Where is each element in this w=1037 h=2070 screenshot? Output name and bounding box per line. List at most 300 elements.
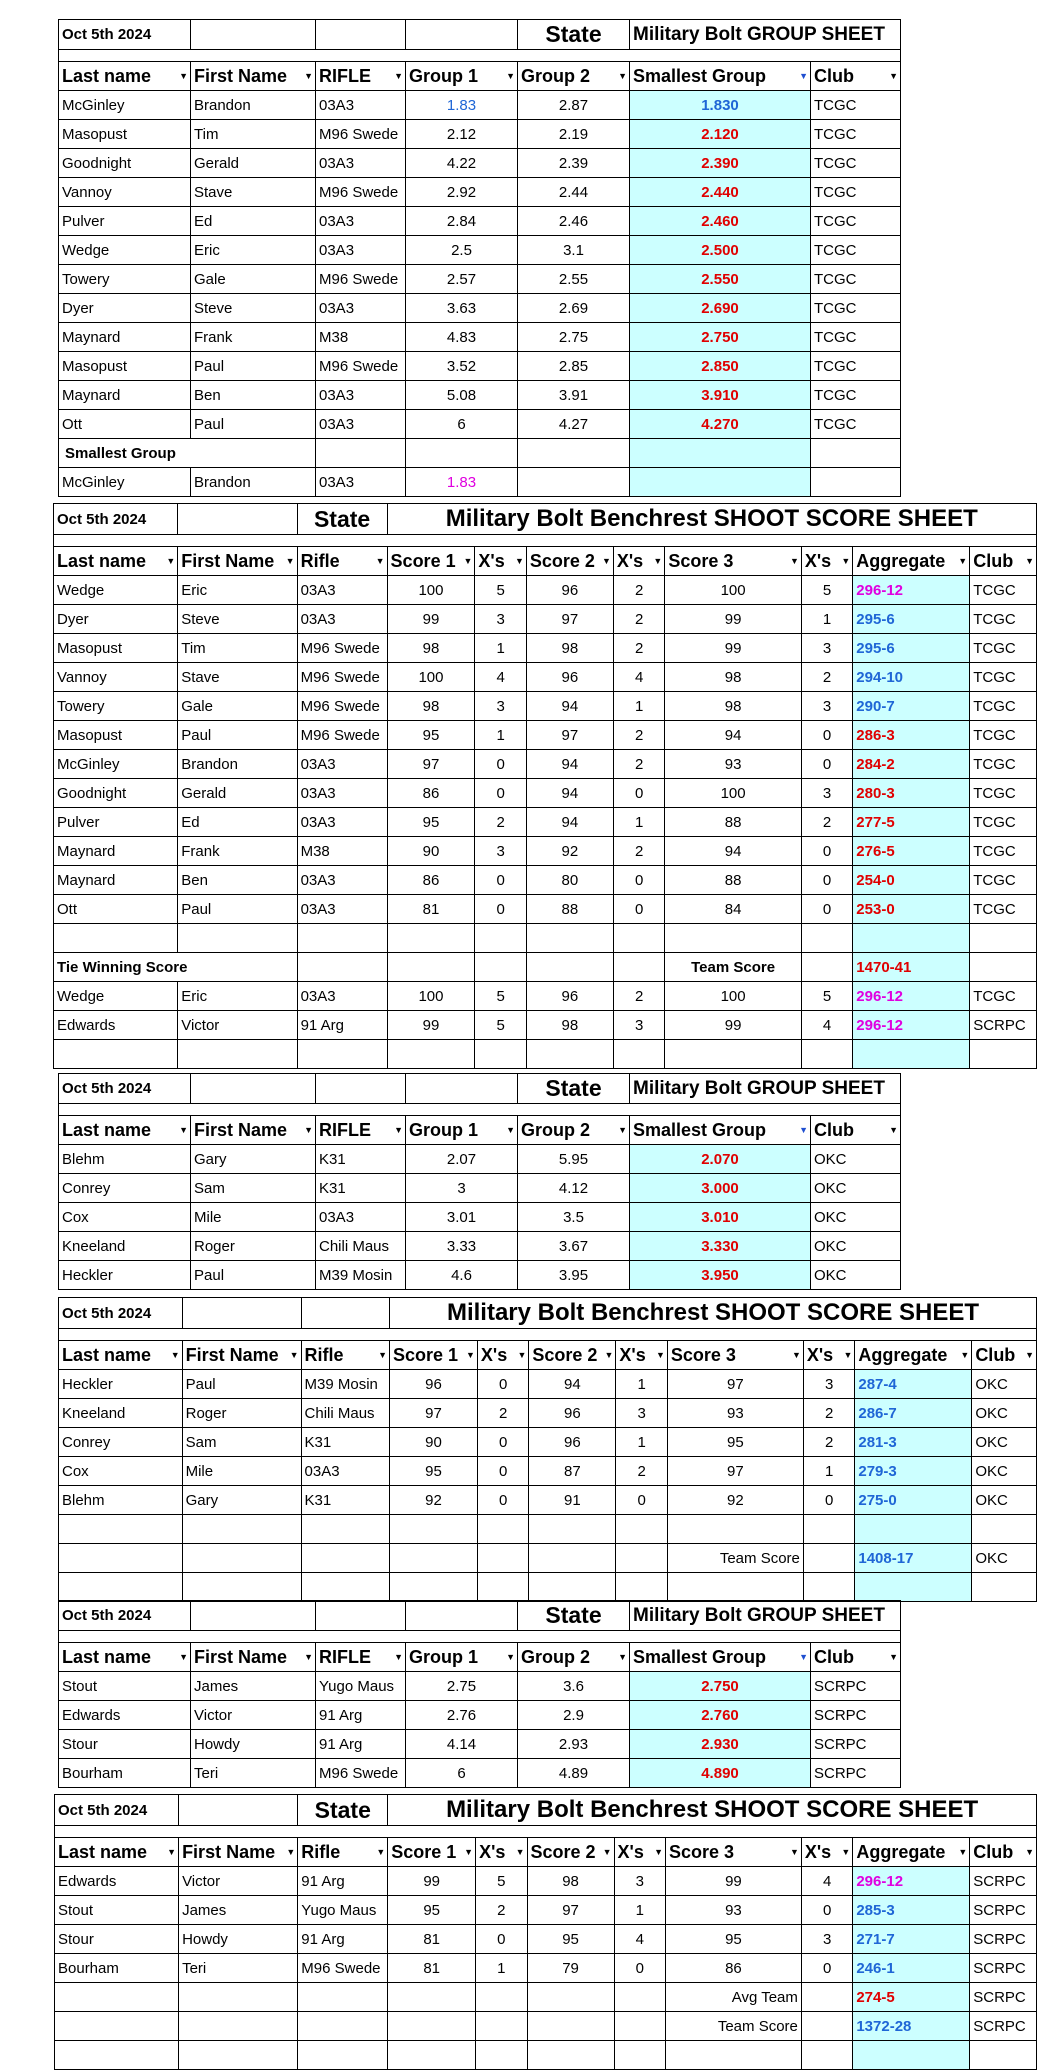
table-row — [59, 1672, 901, 1701]
table-cell: 4.27 — [518, 410, 630, 439]
table-row — [59, 1486, 1037, 1515]
header-cell[interactable]: Club ▼ — [970, 1838, 1037, 1867]
table-cell: 1 — [616, 1428, 667, 1457]
header-cell[interactable]: Score 3 ▼ — [665, 547, 802, 576]
table-cell: 0 — [613, 866, 664, 895]
header-cell[interactable]: Smallest Group ▼ — [630, 1116, 811, 1145]
smallest-group-cell: 3.010 — [630, 1203, 811, 1232]
avg-team-row — [55, 1983, 1037, 2012]
header-cell[interactable]: Smallest Group ▼ — [630, 62, 811, 91]
filter-dropdown-icon[interactable]: ▼ — [506, 1652, 515, 1662]
table-cell: 94 — [665, 837, 802, 866]
header-row — [59, 1116, 901, 1145]
table-cell: TCGC — [970, 866, 1037, 895]
filter-dropdown-icon[interactable]: ▼ — [654, 1847, 663, 1857]
filter-dropdown-icon[interactable]: ▼ — [304, 1652, 313, 1662]
table-cell: Teri — [179, 1954, 298, 1983]
filter-dropdown-icon[interactable]: ▼ — [394, 1125, 403, 1135]
filter-dropdown-icon[interactable]: ▼ — [167, 1847, 177, 1857]
table-cell: James — [191, 1672, 316, 1701]
table-cell: Tim — [178, 634, 297, 663]
table-row — [59, 410, 901, 439]
table-row — [59, 1701, 901, 1730]
table-cell: 94 — [526, 808, 613, 837]
filter-dropdown-icon[interactable]: ▼ — [304, 71, 313, 81]
table-cell: 3.95 — [518, 1261, 630, 1290]
filter-dropdown-icon[interactable]: ▼ — [1025, 1847, 1034, 1857]
sheet-title: Military Bolt GROUP SHEET — [630, 1074, 901, 1104]
aggregate-cell: 280-3 — [853, 779, 970, 808]
table-cell: Stout — [59, 1672, 191, 1701]
table-cell: 100 — [387, 663, 475, 692]
header-cell[interactable]: Last name ▼ — [59, 62, 191, 91]
table-cell: Kneeland — [59, 1399, 183, 1428]
table-row — [59, 1428, 1037, 1457]
filter-dropdown-icon[interactable]: ▼ — [618, 1125, 627, 1135]
table-cell: 95 — [667, 1428, 803, 1457]
score-rows — [55, 1867, 1037, 1983]
header-row — [59, 1643, 901, 1672]
table-row — [54, 779, 1037, 808]
header-cell[interactable]: Score 1 ▼ — [390, 1341, 478, 1370]
filter-dropdown-icon[interactable]: ▼ — [958, 1847, 968, 1857]
table-cell: Dyer — [59, 294, 191, 323]
table-cell: Sam — [191, 1174, 316, 1203]
table-cell: 3.5 — [518, 1203, 630, 1232]
table-cell: 2.9 — [518, 1701, 630, 1730]
header-cell[interactable]: X's ▼ — [801, 1838, 852, 1867]
table-cell: 0 — [475, 779, 526, 808]
header-cell[interactable]: Rifle ▼ — [298, 1838, 388, 1867]
table-cell: TCGC — [970, 663, 1037, 692]
table-cell: 0 — [801, 895, 852, 924]
table-cell: 03A3 — [297, 750, 387, 779]
header-cell[interactable]: Club ▼ — [811, 62, 901, 91]
header-cell[interactable]: First Name ▼ — [179, 1838, 298, 1867]
header-cell[interactable]: Last name ▼ — [59, 1341, 183, 1370]
table-cell: 99 — [387, 1011, 475, 1040]
sort-filter-icon[interactable]: ▼ — [799, 1652, 808, 1662]
aggregate-cell: 296-12 — [853, 576, 970, 605]
table-cell: 2.55 — [518, 265, 630, 294]
header-cell[interactable]: Club ▼ — [811, 1116, 901, 1145]
table-cell: 95 — [388, 1896, 476, 1925]
table-cell: 2 — [613, 750, 664, 779]
table-cell: TCGC — [811, 294, 901, 323]
table-cell: Ben — [178, 866, 297, 895]
table-row — [59, 294, 901, 323]
header-cell[interactable]: Aggregate ▼ — [853, 547, 970, 576]
filter-dropdown-icon[interactable]: ▼ — [506, 1125, 515, 1135]
table-cell: 95 — [665, 1925, 801, 1954]
table-cell: 0 — [475, 866, 526, 895]
table-cell: 96 — [390, 1370, 478, 1399]
table-cell: 4 — [614, 1925, 665, 1954]
filter-dropdown-icon[interactable]: ▼ — [789, 556, 799, 566]
state-label: State — [518, 1601, 630, 1631]
header-cell[interactable]: Group 2 ▼ — [518, 1116, 630, 1145]
table-row — [59, 381, 901, 410]
table-cell: 0 — [613, 895, 664, 924]
table-cell: Gerald — [178, 779, 297, 808]
table-cell: 4.22 — [406, 149, 518, 178]
table-cell: 97 — [667, 1457, 803, 1486]
filter-dropdown-icon[interactable]: ▼ — [376, 1847, 386, 1857]
table-cell: 97 — [526, 605, 613, 634]
header-cell[interactable]: Score 2 ▼ — [527, 1838, 614, 1867]
table-cell: TCGC — [811, 120, 901, 149]
sheet-date: Oct 5th 2024 — [59, 20, 191, 50]
header-cell[interactable]: Score 2 ▼ — [526, 547, 613, 576]
table-cell: 2.12 — [406, 120, 518, 149]
filter-dropdown-icon[interactable]: ▼ — [618, 1652, 627, 1662]
header-cell[interactable]: Club ▼ — [811, 1643, 901, 1672]
table-cell: Edwards — [59, 1701, 191, 1730]
table-cell: Ott — [59, 410, 191, 439]
table-cell: 2.85 — [518, 352, 630, 381]
header-cell[interactable]: X's ▼ — [803, 1341, 854, 1370]
aggregate-cell: 277-5 — [853, 808, 970, 837]
table-cell: 2.44 — [518, 178, 630, 207]
table-cell: 96 — [526, 576, 613, 605]
filter-dropdown-icon[interactable]: ▼ — [179, 1652, 188, 1662]
header-cell[interactable]: Score 3 ▼ — [667, 1341, 803, 1370]
smallest-group-cell: 1.830 — [630, 91, 811, 120]
table-cell: 2.19 — [518, 120, 630, 149]
filter-dropdown-icon[interactable]: ▼ — [889, 1125, 898, 1135]
table-cell: 3 — [616, 1399, 667, 1428]
filter-dropdown-icon[interactable]: ▼ — [286, 1847, 296, 1857]
group-sheet-okc — [58, 1073, 901, 1290]
filter-dropdown-icon[interactable]: ▼ — [604, 1350, 614, 1360]
filter-dropdown-icon[interactable]: ▼ — [289, 1350, 299, 1360]
table-cell: 100 — [387, 576, 475, 605]
table-cell: Stour — [55, 1925, 179, 1954]
table-cell: 95 — [527, 1925, 614, 1954]
table-cell: TCGC — [811, 410, 901, 439]
table-cell: TCGC — [970, 634, 1037, 663]
table-cell: Masopust — [54, 634, 178, 663]
header-cell[interactable]: Group 1 ▼ — [406, 1116, 518, 1145]
filter-dropdown-icon[interactable]: ▼ — [304, 1125, 313, 1135]
table-cell: 2.93 — [518, 1730, 630, 1759]
header-cell[interactable]: X's ▼ — [476, 1838, 527, 1867]
table-cell: 0 — [803, 1486, 854, 1515]
header-cell[interactable]: Last name ▼ — [55, 1838, 179, 1867]
table-cell: Brandon — [178, 750, 297, 779]
filter-dropdown-icon[interactable]: ▼ — [889, 1652, 898, 1662]
table-cell: 03A3 — [316, 381, 406, 410]
sheet-date: Oct 5th 2024 — [55, 1795, 179, 1826]
table-cell: M96 Swede — [297, 721, 387, 750]
header-cell[interactable]: First Name ▼ — [191, 1116, 316, 1145]
table-cell: 81 — [388, 1954, 476, 1983]
table-cell: 2.5 — [406, 236, 518, 265]
table-cell: Wedge — [59, 236, 191, 265]
header-cell[interactable]: RIFLE ▼ — [316, 1116, 406, 1145]
aggregate-cell: 296-12 — [853, 982, 970, 1011]
filter-dropdown-icon[interactable]: ▼ — [179, 71, 188, 81]
header-cell[interactable]: Last name ▼ — [59, 1116, 191, 1145]
header-cell[interactable]: First Name ▼ — [182, 1341, 301, 1370]
filter-dropdown-icon[interactable]: ▼ — [1025, 1350, 1034, 1360]
header-cell[interactable]: Club ▼ — [970, 547, 1037, 576]
table-cell: 3.67 — [518, 1232, 630, 1261]
team-score-value: 1470-41 — [853, 953, 970, 982]
table-cell: Howdy — [191, 1730, 316, 1759]
header-cell[interactable]: Last name ▼ — [59, 1643, 191, 1672]
filter-dropdown-icon[interactable]: ▼ — [960, 1350, 970, 1360]
table-cell: 92 — [390, 1486, 478, 1515]
table-cell: 97 — [527, 1896, 614, 1925]
smallest-group-cell: 4.270 — [630, 410, 811, 439]
table-cell: Roger — [182, 1399, 301, 1428]
filter-dropdown-icon[interactable]: ▼ — [394, 71, 403, 81]
filter-dropdown-icon[interactable]: ▼ — [170, 1350, 180, 1360]
filter-dropdown-icon[interactable]: ▼ — [601, 556, 611, 566]
table-cell: 86 — [387, 779, 475, 808]
table-cell: Stout — [55, 1896, 179, 1925]
table-cell: M39 Mosin — [301, 1370, 390, 1399]
table-cell: Paul — [191, 352, 316, 381]
table-cell: 3 — [475, 692, 526, 721]
team-club: SCRPC — [970, 2012, 1037, 2041]
filter-dropdown-icon[interactable]: ▼ — [841, 556, 851, 566]
header-cell[interactable]: Aggregate ▼ — [855, 1341, 972, 1370]
header-cell[interactable]: Smallest Group ▼ — [630, 1643, 811, 1672]
filter-dropdown-icon[interactable]: ▼ — [958, 556, 968, 566]
filter-dropdown-icon[interactable]: ▼ — [791, 1350, 801, 1360]
header-cell[interactable]: X's ▼ — [613, 547, 664, 576]
group-rows — [59, 91, 901, 439]
header-cell[interactable]: Score 1 ▼ — [387, 547, 475, 576]
header-cell[interactable]: Aggregate ▼ — [853, 1838, 970, 1867]
header-cell[interactable]: Group 2 ▼ — [518, 1643, 630, 1672]
table-cell: 03A3 — [297, 982, 387, 1011]
filter-dropdown-icon[interactable]: ▼ — [602, 1847, 612, 1857]
aggregate-cell: 296-12 — [853, 1867, 970, 1896]
aggregate-cell: 296-12 — [853, 1011, 970, 1040]
table-cell: 3 — [475, 605, 526, 634]
smallest-group-cell: 3.910 — [630, 381, 811, 410]
smallest-group-cell: 2.750 — [630, 1672, 811, 1701]
aggregate-cell: 295-6 — [853, 605, 970, 634]
table-cell: SCRPC — [970, 1954, 1037, 1983]
header-cell[interactable]: X's ▼ — [614, 1838, 665, 1867]
table-cell: TCGC — [970, 576, 1037, 605]
filter-dropdown-icon[interactable]: ▼ — [515, 1847, 525, 1857]
table-cell: Bourham — [55, 1954, 179, 1983]
table-cell: Maynard — [59, 381, 191, 410]
header-cell[interactable]: First Name ▼ — [191, 1643, 316, 1672]
header-cell[interactable]: X's ▼ — [801, 547, 852, 576]
table-cell: Ott — [54, 895, 178, 924]
header-cell[interactable]: Group 1 ▼ — [406, 1643, 518, 1672]
table-cell: Vannoy — [54, 663, 178, 692]
table-cell: Ed — [178, 808, 297, 837]
table-cell: 91 Arg — [316, 1701, 406, 1730]
sort-filter-icon[interactable]: ▼ — [799, 71, 808, 81]
table-cell: Wedge — [54, 982, 178, 1011]
header-cell[interactable]: X's ▼ — [475, 547, 526, 576]
header-cell[interactable]: First Name ▼ — [191, 62, 316, 91]
filter-dropdown-icon[interactable]: ▼ — [1025, 556, 1034, 566]
header-cell[interactable]: Club ▼ — [972, 1341, 1037, 1370]
table-row — [55, 1954, 1037, 1983]
header-cell[interactable]: X's ▼ — [477, 1341, 528, 1370]
table-cell: 100 — [387, 982, 475, 1011]
table-cell: 03A3 — [316, 207, 406, 236]
table-cell: Masopust — [59, 120, 191, 149]
table-cell: Gale — [191, 265, 316, 294]
group-rows — [59, 1672, 901, 1788]
aggregate-cell: 295-6 — [853, 634, 970, 663]
smallest-group-cell: 3.330 — [630, 1232, 811, 1261]
table-cell: Paul — [178, 721, 297, 750]
sheet-date: Oct 5th 2024 — [59, 1074, 191, 1104]
filter-dropdown-icon[interactable]: ▼ — [166, 556, 176, 566]
table-cell: 2 — [613, 837, 664, 866]
team-score-label: Team Score — [665, 2012, 801, 2041]
filter-dropdown-icon[interactable]: ▼ — [463, 556, 473, 566]
header-row — [59, 62, 901, 91]
table-cell: Eric — [191, 236, 316, 265]
table-cell: 0 — [477, 1428, 528, 1457]
table-cell: 93 — [665, 750, 802, 779]
table-cell: Kneeland — [59, 1232, 191, 1261]
smallest-group-label: Smallest Group — [59, 439, 316, 468]
table-cell: M96 Swede — [298, 1954, 388, 1983]
table-cell: Tim — [191, 120, 316, 149]
table-row — [59, 1370, 1037, 1399]
filter-dropdown-icon[interactable]: ▼ — [285, 556, 295, 566]
table-cell: Stave — [191, 178, 316, 207]
filter-dropdown-icon[interactable]: ▼ — [889, 71, 898, 81]
table-cell: Wedge — [54, 576, 178, 605]
table-cell: 1 — [475, 721, 526, 750]
header-cell[interactable]: Group 1 ▼ — [406, 62, 518, 91]
table-cell: 3 — [801, 779, 852, 808]
header-cell[interactable]: RIFLE ▼ — [316, 1643, 406, 1672]
filter-dropdown-icon[interactable]: ▼ — [179, 1125, 188, 1135]
table-row — [55, 1896, 1037, 1925]
filter-dropdown-icon[interactable]: ▼ — [841, 1847, 851, 1857]
table-cell: 91 Arg — [316, 1730, 406, 1759]
table-cell: OKC — [811, 1232, 901, 1261]
table-cell: TCGC — [811, 323, 901, 352]
table-cell: 2 — [803, 1399, 854, 1428]
table-cell: Victor — [179, 1867, 298, 1896]
table-cell: 2.46 — [518, 207, 630, 236]
filter-dropdown-icon[interactable]: ▼ — [375, 556, 385, 566]
table-cell: 6 — [406, 410, 518, 439]
filter-dropdown-icon[interactable]: ▼ — [618, 71, 627, 81]
filter-dropdown-icon[interactable]: ▼ — [517, 1350, 527, 1360]
table-cell: 93 — [665, 1896, 801, 1925]
filter-dropdown-icon[interactable]: ▼ — [506, 71, 515, 81]
table-cell: 3 — [801, 634, 852, 663]
table-cell: 98 — [387, 692, 475, 721]
table-cell: Edwards — [54, 1011, 178, 1040]
table-cell: 98 — [527, 1867, 614, 1896]
table-cell: TCGC — [970, 750, 1037, 779]
table-cell: 4.14 — [406, 1730, 518, 1759]
table-cell: 100 — [665, 576, 802, 605]
table-cell: 4.89 — [518, 1759, 630, 1788]
table-cell: 03A3 — [316, 410, 406, 439]
aggregate-cell: 285-3 — [853, 1896, 970, 1925]
table-cell: 0 — [801, 750, 852, 779]
aggregate-cell: 294-10 — [853, 663, 970, 692]
filter-dropdown-icon[interactable]: ▼ — [514, 556, 524, 566]
filter-dropdown-icon[interactable]: ▼ — [789, 1847, 799, 1857]
table-cell: Stave — [178, 663, 297, 692]
table-cell: Gale — [178, 692, 297, 721]
filter-dropdown-icon[interactable]: ▼ — [843, 1350, 853, 1360]
table-cell: Brandon — [191, 91, 316, 120]
table-cell: SCRPC — [970, 1925, 1037, 1954]
filter-dropdown-icon[interactable]: ▼ — [465, 1350, 475, 1360]
table-cell: OKC — [972, 1370, 1037, 1399]
table-row — [59, 149, 901, 178]
header-cell[interactable]: RIFLE ▼ — [316, 62, 406, 91]
header-cell[interactable]: First Name ▼ — [178, 547, 297, 576]
tie-winning-label: Tie Winning Score — [54, 953, 298, 982]
table-cell: 2 — [801, 663, 852, 692]
header-cell[interactable]: Group 2 ▼ — [518, 62, 630, 91]
table-cell: 1 — [613, 808, 664, 837]
table-cell: 2 — [616, 1457, 667, 1486]
table-cell: 2 — [613, 605, 664, 634]
blank-row — [59, 1515, 1037, 1544]
smallest-group-cell: 2.070 — [630, 1145, 811, 1174]
table-cell: 94 — [529, 1370, 616, 1399]
table-cell: McGinley — [59, 91, 191, 120]
smallest-group-cell: 2.930 — [630, 1730, 811, 1759]
table-cell: OKC — [811, 1261, 901, 1290]
header-cell[interactable]: Rifle ▼ — [301, 1341, 390, 1370]
header-cell[interactable]: X's ▼ — [616, 1341, 667, 1370]
table-cell: James — [179, 1896, 298, 1925]
table-cell: 4.83 — [406, 323, 518, 352]
filter-dropdown-icon[interactable]: ▼ — [655, 1350, 665, 1360]
table-cell: 3 — [613, 1011, 664, 1040]
header-cell[interactable]: Rifle ▼ — [297, 547, 387, 576]
header-cell[interactable]: Score 2 ▼ — [529, 1341, 616, 1370]
table-row — [59, 91, 901, 120]
table-cell: Chili Maus — [316, 1232, 406, 1261]
table-cell: 4.12 — [518, 1174, 630, 1203]
table-row — [54, 1011, 1037, 1040]
header-cell[interactable]: Last name ▼ — [54, 547, 178, 576]
group-rows — [59, 1145, 901, 1290]
header-cell[interactable]: Score 3 ▼ — [665, 1838, 801, 1867]
filter-dropdown-icon[interactable]: ▼ — [378, 1350, 388, 1360]
header-cell[interactable]: Score 1 ▼ — [388, 1838, 476, 1867]
sort-filter-icon[interactable]: ▼ — [799, 1125, 808, 1135]
table-cell: Goodnight — [59, 149, 191, 178]
filter-dropdown-icon[interactable]: ▼ — [464, 1847, 474, 1857]
table-cell: 91 Arg — [297, 1011, 387, 1040]
table-cell: Blehm — [59, 1145, 191, 1174]
filter-dropdown-icon[interactable]: ▼ — [653, 556, 663, 566]
filter-dropdown-icon[interactable]: ▼ — [394, 1652, 403, 1662]
table-row — [59, 120, 901, 149]
table-cell: 99 — [665, 634, 802, 663]
table-cell: 1 — [616, 1370, 667, 1399]
table-cell: K31 — [316, 1174, 406, 1203]
table-cell: TCGC — [970, 808, 1037, 837]
